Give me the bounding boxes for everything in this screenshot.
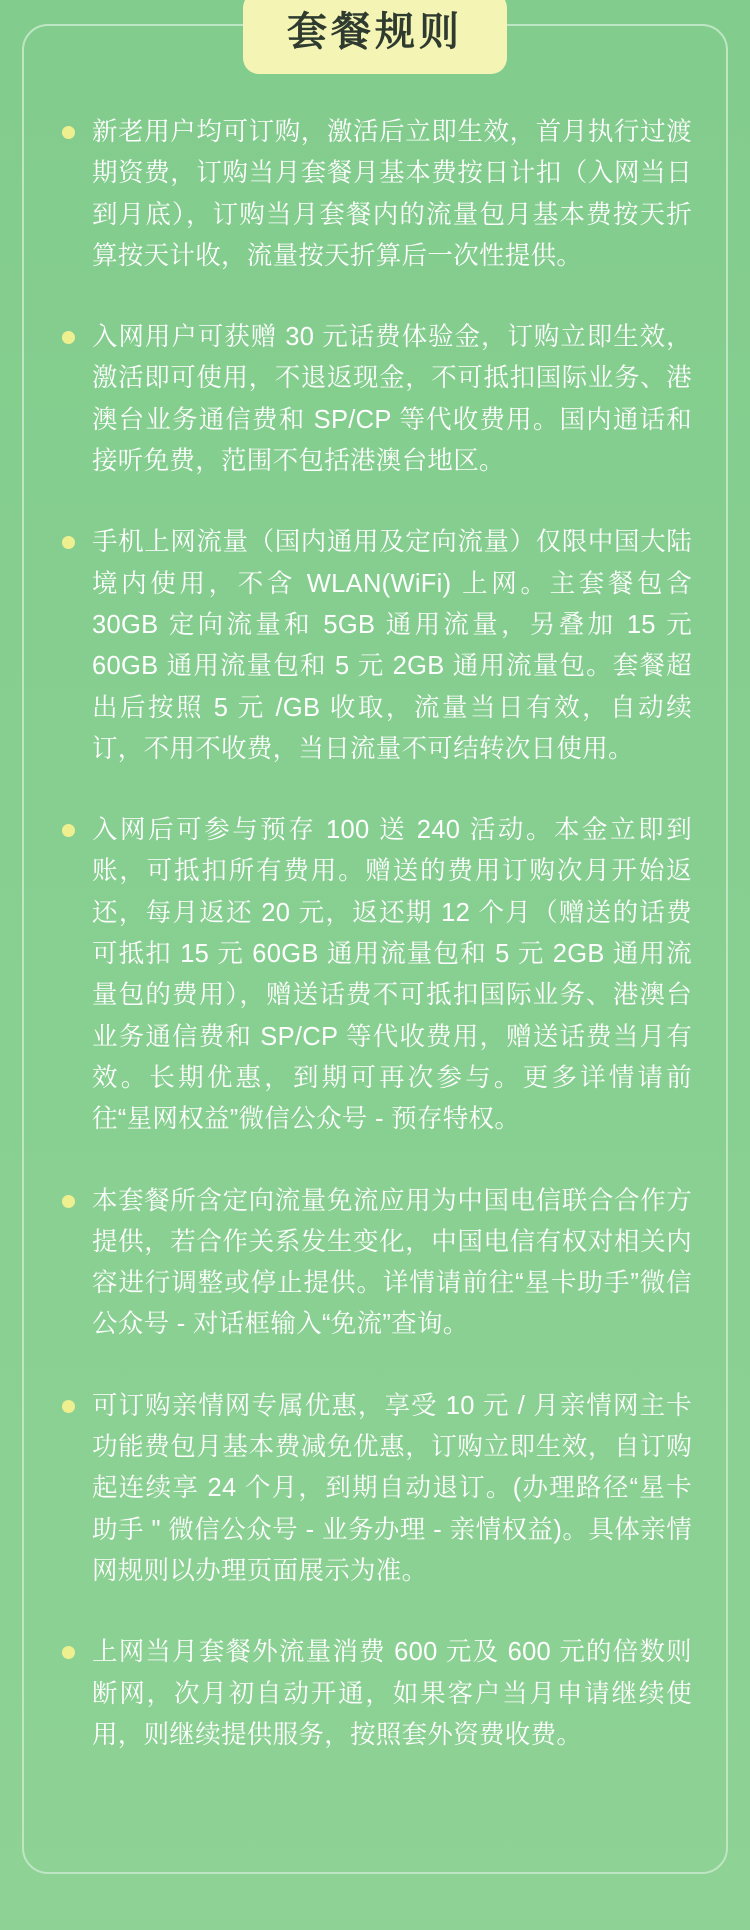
- rule-text: 手机上网流量（国内通用及定向流量）仅限中国大陆境内使用，不含 WLAN(WiFi) 上网。主套餐包含 30GB 定向流量和 5GB 通用流量，另叠加 15 元 60GB 通用流量包和 5 元 2GB 通用流量包。套餐超出后按照 5 元 /GB 收取，流量当日有效，自动续订，不用不收费，当日流量不可结转次日使用。: [92, 528, 692, 763]
- bullet-icon: [62, 1195, 75, 1208]
- rule-text: 新老用户均可订购，激活后立即生效，首月执行过渡期资费，订购当月套餐月基本费按日计扣（入网当日到月底），订购当月套餐内的流量包月基本费按天折算按天计收，流量按天折算后一次性提供。: [92, 118, 692, 270]
- page-title: 套餐规则: [243, 0, 507, 74]
- rule-text: 本套餐所含定向流量免流应用为中国电信联合合作方提供，若合作关系发生变化，中国电信有权对相关内容进行调整或停止提供。详情请前往“星卡助手”微信公众号 - 对话框输入“免流”查询。: [92, 1186, 692, 1339]
- list-item: [58, 1386, 692, 1592]
- rule-text: 入网后可参与预存 100 送 240 活动。本金立即到账，可抵扣所有费用。赠送的费用订购次月开始返还，每月返还 20 元，返还期 12 个月（赠送的话费可抵扣 15 元 60GB 通用流量包和 5 元 2GB 通用流量包的费用），赠送话费不可抵扣国际业务、港澳台业务通信费和 SP/CP 等代收费用，赠送话费当月有效。长期优惠，到期可再次参与。更多详情请前往“星网权益”微信公众号 - 预存特权。: [92, 816, 692, 1134]
- bullet-icon: [62, 536, 75, 549]
- list-item: [58, 810, 692, 1140]
- rules-list: [58, 112, 692, 1756]
- rule-text: 可订购亲情网专属优惠，享受 10 元 / 月亲情网主卡功能费包月基本费减免优惠，订购立即生效，自订购起连续享 24 个月，到期自动退订。(办理路径“星卡助手 " 微信公众号 - 业务办理 - 亲情权益)。具体亲情网规则以办理页面展示为准。: [92, 1391, 692, 1585]
- bullet-icon: [62, 331, 75, 344]
- rule-text: 入网用户可获赠 30 元话费体验金，订购立即生效，激活即可使用，不退返现金，不可抵扣国际业务、港澳台业务通信费和 SP/CP 等代收费用。国内通话和接听免费，范围不包括港澳台地区。: [92, 323, 692, 476]
- list-item: [58, 522, 692, 770]
- list-item: [58, 1632, 692, 1756]
- bullet-icon: [62, 126, 75, 139]
- rules-card: [22, 10, 728, 1874]
- rule-text: 上网当月套餐外流量消费 600 元及 600 元的倍数则断网，次月初自动开通，如果客户当月申请继续使用，则继续提供服务，按照套外资费收费。: [92, 1638, 692, 1749]
- bullet-icon: [62, 1646, 75, 1659]
- bullet-icon: [62, 1400, 75, 1413]
- list-item: [58, 317, 692, 482]
- bullet-icon: [62, 824, 75, 837]
- list-item: [58, 1181, 692, 1346]
- page-title-container: [24, 0, 726, 74]
- list-item: [58, 112, 692, 277]
